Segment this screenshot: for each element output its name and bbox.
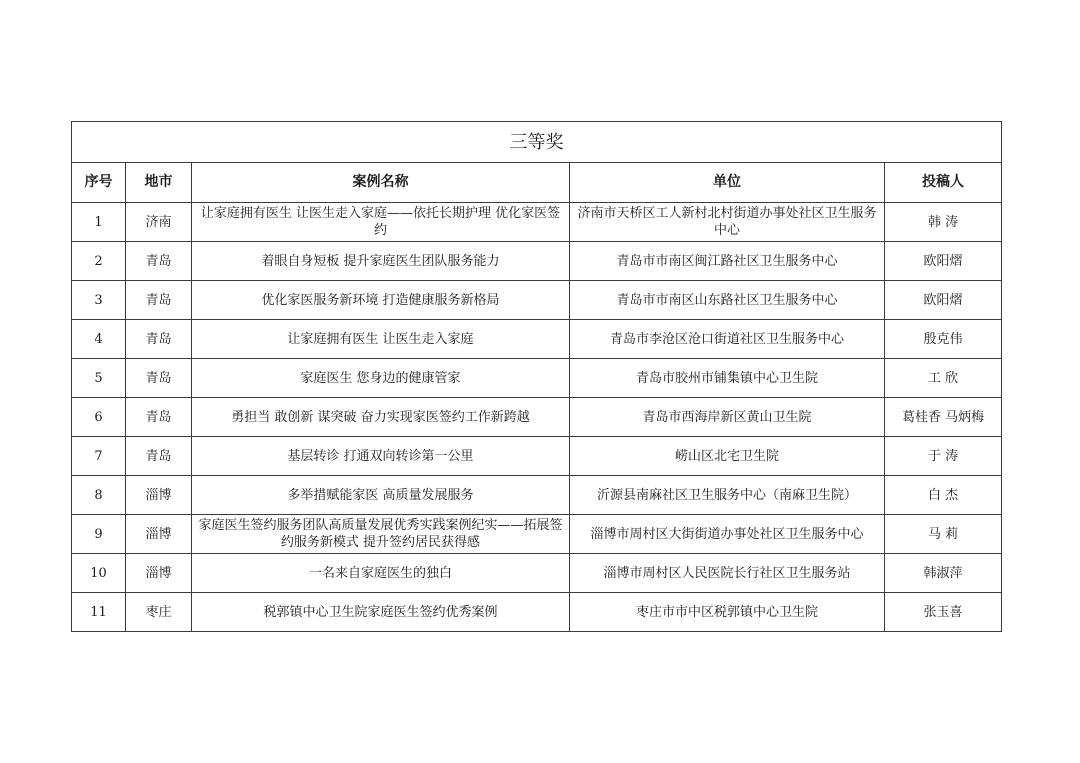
cell-index: 9 <box>72 515 126 554</box>
cell-author: 欧阳熠 <box>885 242 1002 281</box>
cell-author: 韩淑萍 <box>885 554 1002 593</box>
cell-case-name: 家庭医生 您身边的健康管家 <box>192 359 570 398</box>
table-row <box>72 203 1002 242</box>
cell-author: 白 杰 <box>885 476 1002 515</box>
cell-case-name: 基层转诊 打通双向转诊第一公里 <box>192 437 570 476</box>
cell-index: 5 <box>72 359 126 398</box>
table-row <box>72 554 1002 593</box>
cell-city: 青岛 <box>126 398 192 437</box>
cell-index: 3 <box>72 281 126 320</box>
cell-author: 葛桂香 马炳梅 <box>885 398 1002 437</box>
cell-city: 济南 <box>126 203 192 242</box>
award-table <box>71 121 1002 632</box>
table-row <box>72 593 1002 632</box>
header-cell-city: 地市 <box>126 163 192 203</box>
cell-author: 工 欣 <box>885 359 1002 398</box>
cell-author: 于 涛 <box>885 437 1002 476</box>
cell-city: 青岛 <box>126 281 192 320</box>
cell-unit: 淄博市周村区大街街道办事处社区卫生服务中心 <box>570 515 885 554</box>
cell-unit: 沂源县南麻社区卫生服务中心（南麻卫生院） <box>570 476 885 515</box>
cell-unit: 青岛市李沧区沧口街道社区卫生服务中心 <box>570 320 885 359</box>
cell-city: 淄博 <box>126 476 192 515</box>
cell-unit: 济南市天桥区工人新村北村街道办事处社区卫生服务中心 <box>570 203 885 242</box>
table-row <box>72 242 1002 281</box>
table-row <box>72 476 1002 515</box>
cell-case-name: 家庭医生签约服务团队高质量发展优秀实践案例纪实——拓展签约服务新模式 提升签约居民获得感 <box>192 515 570 554</box>
table-row <box>72 437 1002 476</box>
table-row <box>72 398 1002 437</box>
cell-index: 2 <box>72 242 126 281</box>
table-title: 三等奖 <box>72 122 1002 163</box>
cell-city: 青岛 <box>126 359 192 398</box>
title-row <box>72 122 1002 163</box>
cell-unit: 青岛市西海岸新区黄山卫生院 <box>570 398 885 437</box>
cell-index: 8 <box>72 476 126 515</box>
header-cell-case-name: 案例名称 <box>192 163 570 203</box>
header-cell-index: 序号 <box>72 163 126 203</box>
table-row <box>72 515 1002 554</box>
cell-case-name: 让家庭拥有医生 让医生走入家庭 <box>192 320 570 359</box>
cell-case-name: 税郭镇中心卫生院家庭医生签约优秀案例 <box>192 593 570 632</box>
cell-author: 韩 涛 <box>885 203 1002 242</box>
header-cell-unit: 单位 <box>570 163 885 203</box>
cell-city: 青岛 <box>126 437 192 476</box>
cell-index: 11 <box>72 593 126 632</box>
cell-index: 7 <box>72 437 126 476</box>
cell-case-name: 优化家医服务新环境 打造健康服务新格局 <box>192 281 570 320</box>
cell-unit: 淄博市周村区人民医院长行社区卫生服务站 <box>570 554 885 593</box>
cell-case-name: 勇担当 敢创新 谋突破 奋力实现家医签约工作新跨越 <box>192 398 570 437</box>
cell-unit: 青岛市胶州市铺集镇中心卫生院 <box>570 359 885 398</box>
cell-index: 4 <box>72 320 126 359</box>
header-row <box>72 163 1002 203</box>
cell-author: 张玉喜 <box>885 593 1002 632</box>
cell-case-name: 让家庭拥有医生 让医生走入家庭——依托长期护理 优化家医签约 <box>192 203 570 242</box>
cell-unit: 枣庄市市中区税郭镇中心卫生院 <box>570 593 885 632</box>
cell-author: 马 莉 <box>885 515 1002 554</box>
cell-unit: 青岛市市南区山东路社区卫生服务中心 <box>570 281 885 320</box>
cell-author: 殷克伟 <box>885 320 1002 359</box>
cell-unit: 崂山区北宅卫生院 <box>570 437 885 476</box>
cell-index: 10 <box>72 554 126 593</box>
cell-city: 淄博 <box>126 554 192 593</box>
cell-index: 1 <box>72 203 126 242</box>
cell-city: 淄博 <box>126 515 192 554</box>
table-row <box>72 320 1002 359</box>
cell-case-name: 一名来自家庭医生的独白 <box>192 554 570 593</box>
header-cell-author: 投稿人 <box>885 163 1002 203</box>
cell-unit: 青岛市市南区闽江路社区卫生服务中心 <box>570 242 885 281</box>
cell-case-name: 多举措赋能家医 高质量发展服务 <box>192 476 570 515</box>
cell-index: 6 <box>72 398 126 437</box>
cell-author: 欧阳熠 <box>885 281 1002 320</box>
cell-city: 枣庄 <box>126 593 192 632</box>
cell-city: 青岛 <box>126 242 192 281</box>
cell-case-name: 着眼自身短板 提升家庭医生团队服务能力 <box>192 242 570 281</box>
table-row <box>72 281 1002 320</box>
cell-city: 青岛 <box>126 320 192 359</box>
table-row <box>72 359 1002 398</box>
